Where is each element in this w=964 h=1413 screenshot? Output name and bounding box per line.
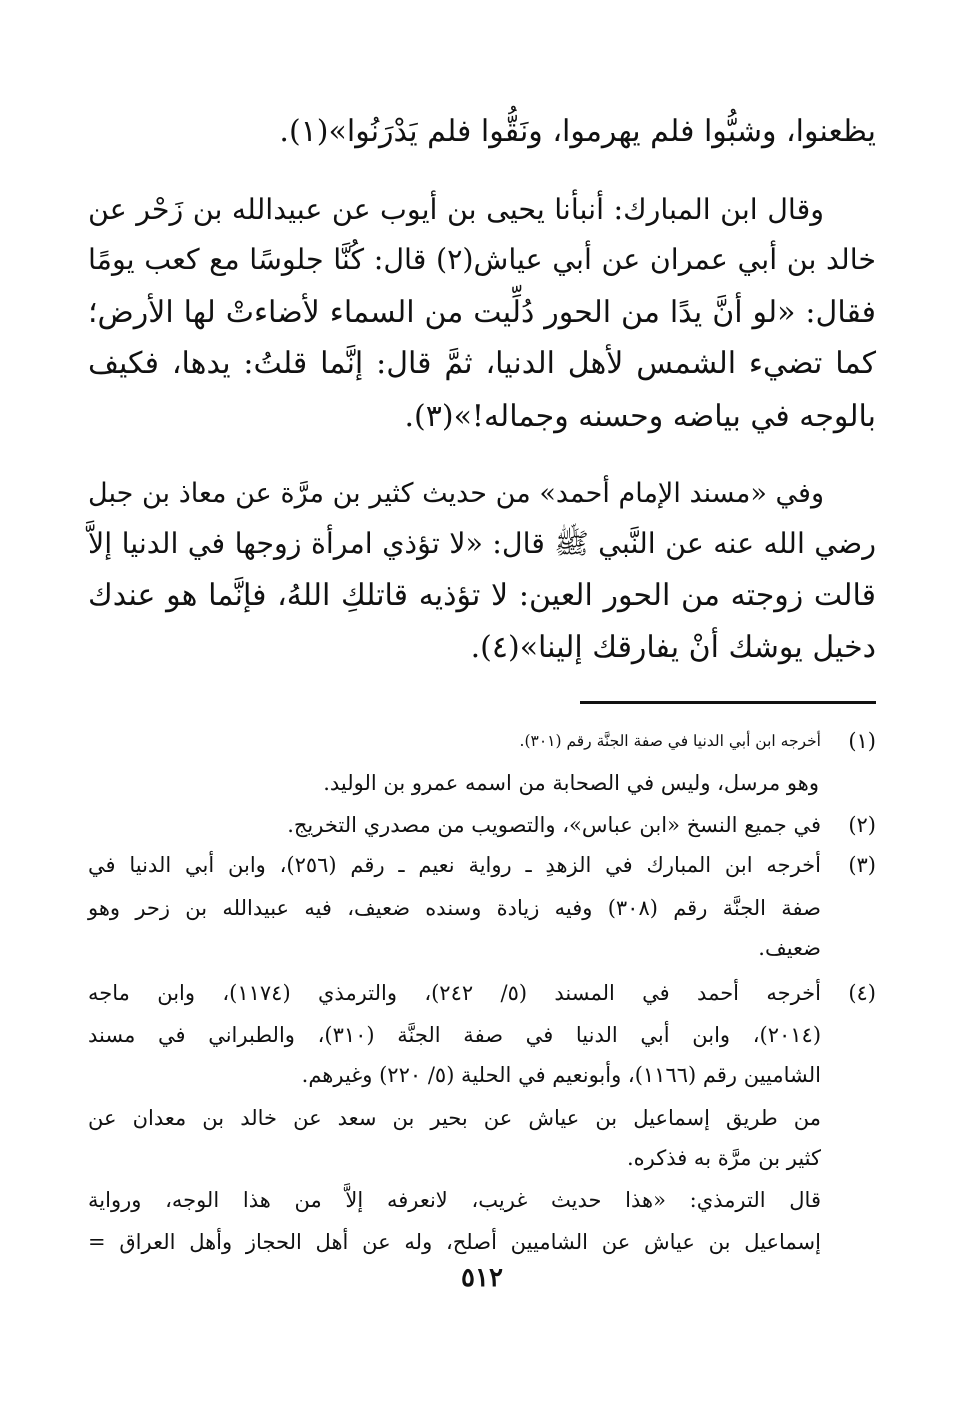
footnote-number: (٢): [848, 813, 876, 837]
body-line: وقال ابن المبارك: أنبأنا يحيى بن أيوب عن عبيدالله بن زَحْر عن: [88, 193, 824, 226]
footnote-line: أخرجه ابن المبارك في الزهدِ ـ رواية نعيم ـ رقم (٢٥٦)، وابن أبي الدنيا في: [88, 853, 821, 877]
body-line: دخيل يوشك أنْ يفارقك إلينا»(٤).: [470, 630, 876, 665]
body-line: قالت زوجته من الحور العين: لا تؤذيه قاتلكِ اللهُ، فإنَّما هو عندك: [88, 578, 876, 613]
footnote-line: وهو مرسل، وليس في الصحابة من اسمه عمرو بن الوليد.: [323, 771, 819, 795]
footnote-number: (٣): [848, 853, 876, 877]
footnote-line: أخرجه ابن أبي الدنيا في صفة الجنَّة رقم (٣٠١).: [519, 732, 821, 750]
footnote-number: (٤): [848, 981, 876, 1005]
footnote-line: من طريق إسماعيل بن عياش عن بحير بن سعد عن خالد بن معدان عن: [88, 1106, 821, 1130]
body-line: يظعنوا، وشبُّوا فلم يهرموا، ونَقُّوا فلم يَدْرَنُوا»(١).: [279, 114, 876, 149]
footnote-line: الشاميين رقم (١١٦٦)، وأبونعيم في الحلية (٥/ ٢٢٠) وغيرهم.: [301, 1063, 821, 1087]
body-line: فقال: «لو أنَّ يدًا من الحور دُلِّيت من السماء لأضاءتْ لها الأرض؛: [88, 295, 876, 330]
footnote-line: كثير بن مرَّة به فذكره.: [626, 1146, 821, 1170]
page-number: ٥١٢: [461, 1263, 503, 1293]
body-line: رضي الله عنه عن النَّبي ﷺ قال: «لا تؤذي امرأة زوجها في الدنيا إلاَّ: [88, 527, 876, 560]
body-line: وفي «مسند الإمام أحمد» من حديث كثير بن مرَّة عن معاذ بن جبل: [88, 478, 824, 509]
footnote-line: أخرجه أحمد في المسند (٥/ ٢٤٢)، والترمذي (١١٧٤)، وابن ماجه: [88, 981, 821, 1005]
footnote-line: في جميع النسخ «ابن عباس»، والتصويب من مصدري التخريج.: [287, 813, 821, 837]
body-line: بالوجه في بياضه وحسنه وجماله!»(٣).: [404, 399, 876, 434]
footnote-number: (١): [848, 729, 876, 753]
footnote-separator: [580, 701, 876, 704]
footnote-line: إسماعيل بن عياش عن الشاميين أصلح، وله عن أهل الحجاز وأهل العراق =: [88, 1230, 821, 1254]
footnote-line: (٢٠١٤)، وابن أبي الدنيا في صفة الجنَّة (٣١٠)، والطبراني في مسند: [88, 1023, 822, 1047]
footnote-line: ضعيف.: [758, 936, 821, 960]
footnote-line: صفة الجنَّة رقم (٣٠٨) وفيه زيادة وسنده ضعيف، فيه عبيدالله بن زحر وهو: [88, 896, 821, 920]
body-line: خالد بن أبي عمران عن أبي عياش(٢) قال: كُنَّا جلوسًا مع كعب يومًا: [88, 243, 876, 276]
footnote-line: قال الترمذي: «هذا حديث غريب، لانعرفه إلاَّ من هذا الوجه، ورواية: [88, 1188, 821, 1212]
body-line: كما تضيء الشمس لأهل الدنيا، ثمَّ قال: إنَّما قلتُ: يدها، فكيف: [88, 346, 876, 381]
